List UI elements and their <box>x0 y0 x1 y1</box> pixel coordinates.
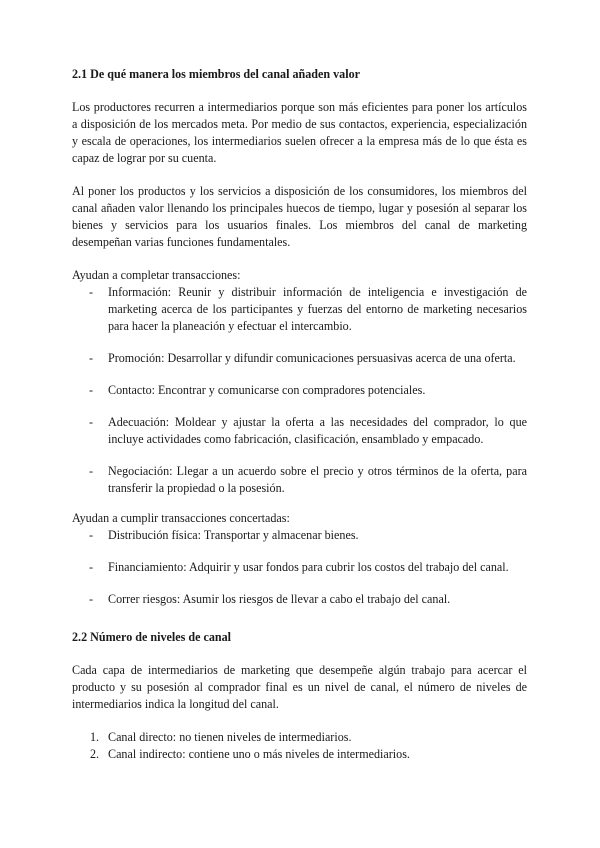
section-title: 2.2 Número de niveles de canal <box>72 630 232 644</box>
list-number: 1. <box>90 730 100 744</box>
section-2-1 <box>72 66 527 608</box>
list-item: - Información: Reunir y distribuir información de inteligencia e investigación de marketing acerca de los participantes y fuerzas del entorno de marketing necesarios para hacer la planeación y efectuar el intercambio. <box>72 284 527 335</box>
list-item: - Distribución física: Transportar y almacenar bienes. <box>72 527 527 544</box>
dash-list <box>72 284 527 497</box>
list-item <box>72 729 527 746</box>
list-text: Canal indirecto: contiene uno o más niveles de intermediarios. <box>108 747 410 761</box>
list-lead: Ayudan a completar transacciones: <box>72 268 241 282</box>
list-item: - Financiamiento: Adquirir y usar fondos para cubrir los costos del trabajo del canal. <box>72 559 527 576</box>
list-item <box>72 746 527 763</box>
paragraph: Cada capa de intermediarios de marketing que desempeñe algún trabajo para acercar el producto y su posesión al comprador final es un nivel de canal, el número de niveles de intermediarios indica la longitud del canal. <box>72 663 527 711</box>
document-page <box>72 66 527 763</box>
list-item: - Promoción: Desarrollar y difundir comunicaciones persuasivas acerca de una oferta. <box>72 350 527 367</box>
section-title: 2.1 De qué manera los miembros del canal añaden valor <box>72 67 361 81</box>
paragraph: Al poner los productos y los servicios a disposición de los consumidores, los miembros del canal añaden valor llenando los principales huecos de tiempo, lugar y posesión al separar los bienes y servicios para los usuarios finales. Los miembros del canal de marketing desempeñan varias funciones fundamentales. <box>72 184 527 249</box>
numbered-list <box>72 729 527 763</box>
list-lead: Ayudan a cumplir transacciones concertadas: <box>72 511 290 525</box>
list-item: - Adecuación: Moldear y ajustar la oferta a las necesidades del comprador, lo que incluye actividades como fabricación, clasificación, ensamblado y empacado. <box>72 414 527 448</box>
list-number: 2. <box>90 747 100 761</box>
list-item: - Negociación: Llegar a un acuerdo sobre el precio y otros términos de la oferta, para transferir la propiedad o la posesión. <box>72 463 527 497</box>
paragraph: Los productores recurren a intermediarios porque son más eficientes para poner los artículos a disposición de los mercados meta. Por medio de sus contactos, experiencia, especialización y escala de operaciones, los intermediarios suelen ofrecer a la empresa más de lo que ésta es capaz de lograr por su cuenta. <box>72 100 527 165</box>
list-item: - Correr riesgos: Asumir los riesgos de llevar a cabo el trabajo del canal. <box>72 591 527 608</box>
list-item: - Contacto: Encontrar y comunicarse con compradores potenciales. <box>72 382 527 399</box>
list-text: Canal directo: no tienen niveles de intermediarios. <box>108 730 352 744</box>
dash-list <box>72 527 527 608</box>
section-2-2 <box>72 629 527 763</box>
